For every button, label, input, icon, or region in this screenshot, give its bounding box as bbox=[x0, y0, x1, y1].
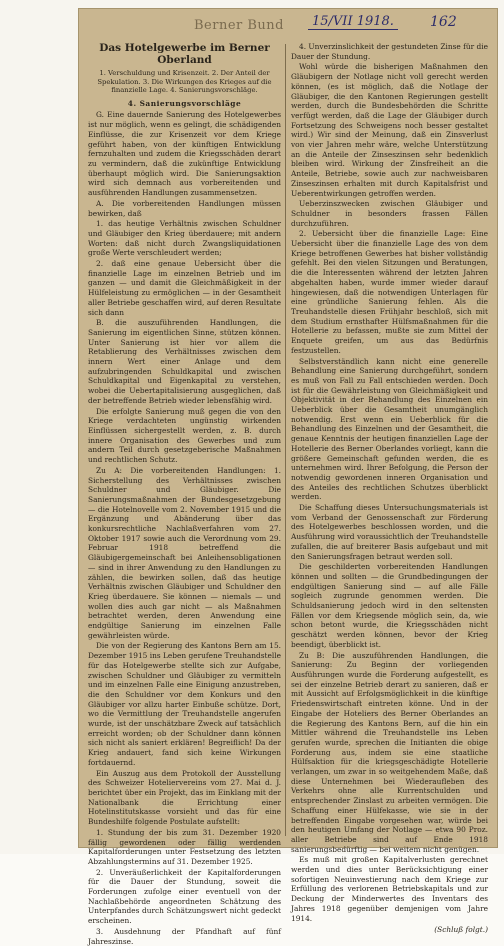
newspaper-clipping bbox=[78, 8, 498, 946]
masthead: Berner Bund bbox=[194, 18, 284, 33]
paragraph: Zu A: Die vorbereitenden Handlungen: 1. Sicherstellung des Verhältnisses zwischen Schuldner und Gläubiger. Die Sanierungsmaßnahmen der Bundesgesetzgebung — die Hotelnovelle vom 2. November 1915 und die Ergänzung und Abänderung über das konkursrechtliche Nachlaßverfahren vom 27. Oktober 1917 sowie auch die Verordnung vom 29. Februar 1918 betreffend die Gläubigergemeinschaft bei Anleihensobligationen — sind in ihrer Anwendung zu den Handlungen zu zählen, die bewirken sollen, daß das heutige Verhältnis zwischen Gläubiger und Schuldner den Krieg überdauere. Sie können — niemals — und wollen dies auch gar nicht — als Maßnahmen betrachtet werden, deren Anwendung eine endgültige Sanierung im einzelnen Falle gewährleisten würde. bbox=[88, 465, 281, 640]
right-body bbox=[291, 42, 488, 923]
column-divider bbox=[285, 44, 286, 836]
clipping-header bbox=[86, 12, 490, 38]
paragraph: 2. Uebersicht über die finanzielle Lage: Eine Uebersicht über die finanzielle Lage des von dem Kriege betroffenen Gewerbes hat bisher vollständig gefehlt. Bei den vielen Sitzungen und Beratungen, die die Interessenten während der letzten Jahren abgehalten haben, wurde immer wieder darauf hingewiesen, daß die notwendigen Unterlagen für eine gründliche Sanierung fehlen. Als die Treuhandstelle diesen Frühjahr beschloß, sich mit dem Studium ernsthafter Hülfsmaßnahmen für die Hotellerie zu befassen, mußte sie zum Mittel der Enquete greifen, um aus das Bedürfnis festzustellen. bbox=[291, 229, 488, 355]
paragraph: B. die auszuführenden Handlungen, die Sanierung im eigentlichen Sinne, stützen können. Unter Sanierung ist hier vor allem die Retablierung des Verhältnisses zwischen dem innern Wert einer Anlage und dem aufzubringenden Schuldkapital und zwischen Schuldkapital und Eigenkapital zu verstehen, wobei die Uebertapitalisierung ausgeglichen, daß der betreffende Betrieb wieder lebensfähig wird. bbox=[88, 318, 281, 405]
left-column bbox=[88, 42, 281, 946]
signoff: (Schluß folgt.) bbox=[434, 925, 488, 935]
paragraph: Ein Auszug aus dem Protokoll der Ausstellung des Schweizer Hoteliervereins vom 27. Mai d. J. berichtet über ein Projekt, das im Einklang mit der Nationalbank die Errichtung einer Hotelinstitutskasse vorsieht und das für eine Bundeshilfe folgende Postulate aufstellt: bbox=[88, 768, 281, 827]
left-body bbox=[88, 110, 281, 946]
paragraph: Wohl würde die bisherigen Maßnahmen den Gläubigern der Notlage nicht voll gerecht werden können, (es ist möglich, daß die Notlage der Gläubiger, die den Kantonen Regierungen gestellt werden, durch die Bundesbehörden die Schritte verfügt werden, daß die Lage der Gläubiger durch Fortsetzung des Schweigens noch besser gestaltet wird.) Wir sind der Meinung, daß ein Zinsverlust von vier Jahren mehr wäre, welche Unterstützung an die Anteile der Zinseszinsen sehr bedenklich bleiben wird. Wirkung der Zinsfreiheit an die Anteile, Betriebe, sowie auch zur nachweisbaren Zinseszinsen erhalten mit durch Kapitalsfrist und Ueberentwirkungen getroffen werden. bbox=[291, 62, 488, 198]
paragraph: 1. das heutige Verhältnis zwischen Schuldner und Gläubiger den Krieg überdauere; mit andern Worten: daß nicht durch Zwangsliquidationen große Werte verschleudert werden; bbox=[88, 219, 281, 258]
paragraph: 2. Unveräußerlichkeit der Kapitalforderungen für die Dauer der Stundung, soweit die Forderungen zufolge einer eventuell von der Nachlaßbehörde angeordneten Schätzung des Unterpfandes durch Schätzungswert nicht gedeckt erscheinen. bbox=[88, 867, 281, 926]
paragraph: Zu B: Die auszuführenden Handlungen, die Sanierung: Zu Beginn der vorliegenden Ausführungen wurde die Forderung aufgestellt, es sei der einzelne Betrieb derart zu sanieren, daß er mit Aussicht auf Erfolgsmöglichkeit in die künftige Friedenswirtschaft eintreten könne. Und in der Eingabe der Hoteliers des Berner Oberlandes an die Regierung des Kantons Bern, auf die hin ein Mittler während die Treuhandstelle ins Leben gerufen wurde, sprechen die Initianten die obige Forderung aus, indem sie eine staatliche Hülfsaktion für die kriegsgeschädigte Hotellerie verlangen, um zwar in so weitgehendem Maße, daß diese Unternehmen bei Wiederaufleben des Verkehrs ohne alle Kurrentschulden und entsprechender Zinslast zu arbeiten vermögen. Die Schaffung einer Hülfekasse, wie sie in der betreffenden Eingabe vorgesehen war, würde bei den heutigen Umfang der Notlage — etwa 90 Proz. aller Betriebe sind auf Ende 1918 sanierungsbedürftig — bei weitem nicht genügen. bbox=[291, 650, 488, 854]
paragraph: Selbstverständlich kann nicht eine generelle Behandlung eine Sanierung durchgeführt, sondern es muß von Fall zu Fall entschieden werden. Doch ist für die Gewährleistung von Gleichmäßigkeit und Objektivität in der Behandlung des Einzelnen ein Ueberblick über die Gesamtheit unumgänglich notwendig. Erst wenn ein Ueberblick für die Behandlung des Einzelnen und der Gesamtheit, die genaue Kenntnis der heutigen finanziellen Lage der Hotellerie des Berner Oberlandes vorliegt, kann die größere Gemeinschaft gefunden werden, die es unternehmen wird. Ihrer Befolgung, die Person der notwendig gewordenen inneren Organisation und des Anteiles des rechtlichen Schutzes überblickt werden. bbox=[291, 356, 488, 502]
paragraph: 3. Ausdehnung der Pfandhaft auf fünf Jahreszinse. bbox=[88, 926, 281, 946]
article-title: Das Hotelgewerbe im Berner Oberland bbox=[99, 42, 270, 66]
paragraph: A. Die vorbereitenden Handlungen müssen bewirken, daß bbox=[88, 198, 281, 218]
paragraph: 2. daß eine genaue Uebersicht über die finanzielle Lage im einzelnen Betrieb und im ganzen — und damit die Gleichmäßigkeit in der Hülfeleistung zu ermöglichen — in der Gesamtheit aller Betriebe geschaffen wird, auf deren Resultate sich dann bbox=[88, 259, 281, 317]
paragraph: G. Eine dauernde Sanierung des Hotelgewerbes ist nur möglich, wenn es gelingt, die schädigenden Einflüsse, die zur Krisenzeit vor dem Kriege geführt haben, von der künftigen Entwicklung fernzuhalten und zudem die Kriegsschäden derart zu vermindern, daß die zukünftige Entwicklung überhaupt möglich wird. Die Sanierungsaktion wird sich demnach aus vorbereitenden und ausführenden Handlungen zusammensetzen. bbox=[88, 110, 281, 198]
paragraph: Es muß mit großen Kapitalverlusten gerechnet werden und dies unter Berücksichtigung einer sofortigen Neuinvestierung nach dem Kriege zur Erfüllung des verlorenen Betriebskapitals und zur Deckung der Minderwertes des Inventars des Jahres 1918 gegenüber demjenigen vom Jahre 1914. bbox=[291, 855, 488, 923]
paragraph: Die erfolgte Sanierung muß gegen die von den Kriege verdachteten ungünstig wirkenden Einflüssen sichergestellt werden, z. B. durch innere Organisation des Gewerbes und zum andern Teil durch gesetzgeberische Maßnahmen und rechtlichen Schutz. bbox=[88, 406, 281, 465]
paragraph: Die von der Regierung des Kantons Bern am 15. Dezember 1915 ins Leben gerufene Treuhandstelle für das Hotelgewerbe stellte sich zur Aufgabe, zwischen Schuldner und Gläubiger zu vermitteln und im einzelnen Falle eine Einigung anzustreben, die den Schuldner vor dem Konkurs und den Gläubiger vor allzu harter Einbuße schütze. Dort, wo die Vermittlung der Treuhandstelle angerufen wurde, ist der unschätzbare Zweck auf tatsächlich erreicht worden; ob der Schuldner dann können sich nicht als saniert erklären! Begreiflich! Da der Krieg andauert, fand sich keine Wirkungen fortdauernd. bbox=[88, 641, 281, 767]
section-heading: 4. Sanierungsvorschläge bbox=[127, 98, 242, 108]
paragraph: Die geschilderten vorbereitenden Handlungen können und sollten — die Grundbedingungen der endgültigen Sanierung sind — auf alle Fälle sogleich zugrunde genommen werden. Die Schuldsanierung jedoch wird in den seltensten Fällen vor dem Kriegsende möglich sein, da, wie schon betont wurde, die Kriegsschäden nicht geschätzt werden können, bevor der Krieg beendigt, überblickt ist. bbox=[291, 562, 488, 649]
paragraph: 1. Stundung der bis zum 31. Dezember 1920 fällig gewordenen oder fällig werdenden Kapitalforderungen unter Festsetzung des letzten Abzahlungstermins auf 31. Dezember 1925. bbox=[88, 827, 281, 866]
article-toc: 1. Verschuldung und Krisenzeit. 2. Der Anteil der Spekulation. 3. Die Wirkungen des Krieges auf die finanzielle Lage. 4. Sanierungsvorschläge. bbox=[97, 69, 272, 95]
right-column bbox=[291, 42, 488, 935]
page-number: 162 bbox=[430, 14, 457, 30]
paragraph: 4. Unverzinslichkeit der gestundeten Zinse für die Dauer der Stundung. bbox=[291, 42, 488, 61]
paragraph: Ueberzinszwecken zwischen Gläubiger und Schuldner in besonders frassen Fällen durchzuführen. bbox=[291, 199, 488, 228]
handwritten-date: 15/VII 1918. bbox=[308, 14, 398, 30]
paragraph: Die Schaffung dieses Untersuchungsmaterials ist vom Verband der Genossenschaft zur Förderung des Hotelgewerbes beschlossen worden, und die Ausführung wird voraussichtlich der Treuhandstelle zufallen, die auf breiterer Basis aufgebaut und mit den Sanierungsfragen betraut werden soll. bbox=[291, 503, 488, 561]
